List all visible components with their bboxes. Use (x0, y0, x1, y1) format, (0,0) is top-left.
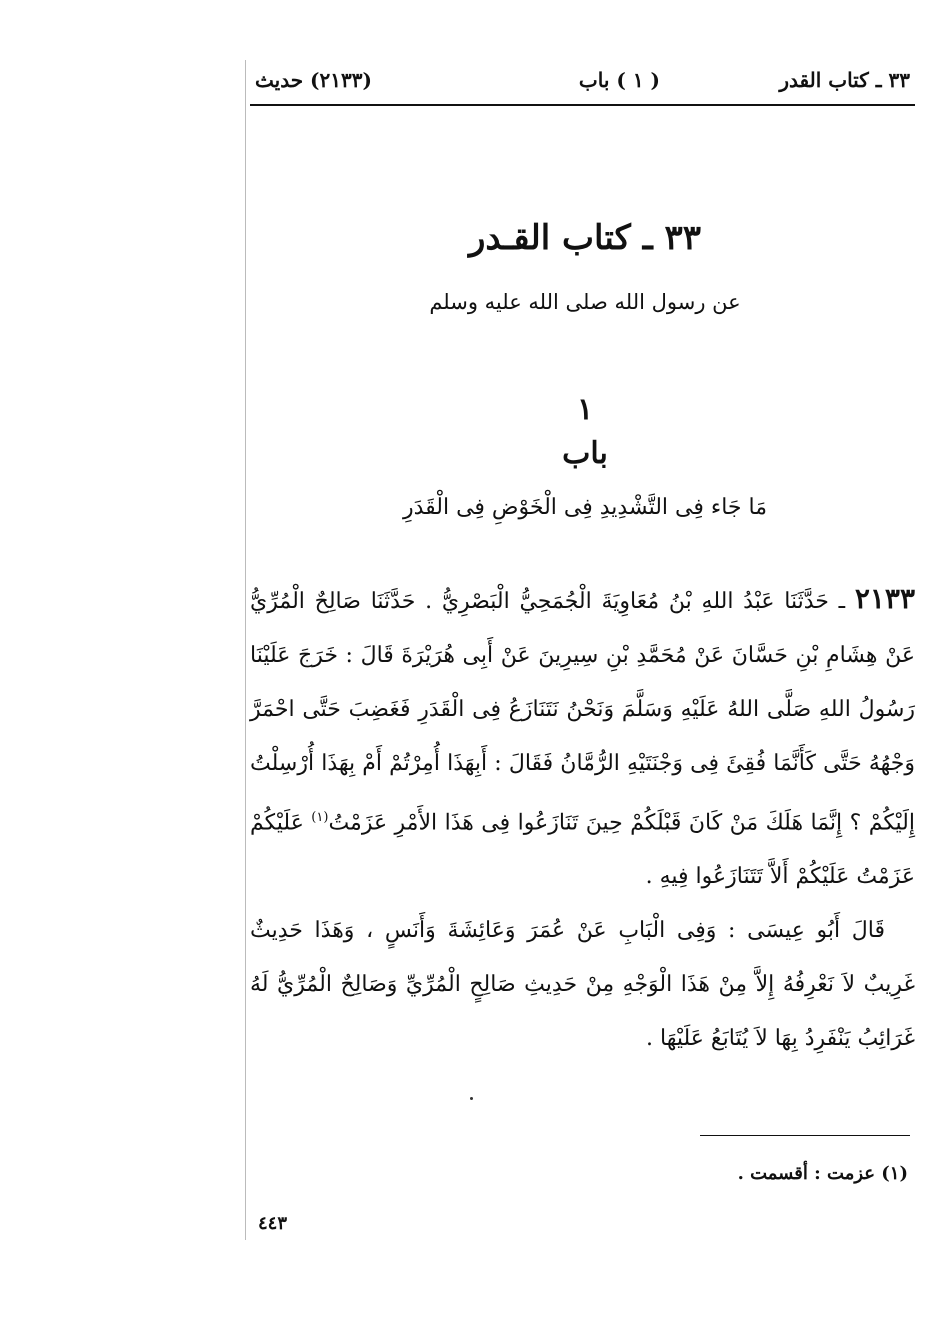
chapter-title: مَا جَاء فِى التَّشْدِيدِ فِى الْخَوْضِ فِى الْقَدَرِ (402, 495, 768, 520)
running-header (255, 62, 910, 102)
book-title: ٣٣ ـ كتاب القـدر (468, 218, 702, 258)
page-number: ٤٤٣ (258, 1213, 288, 1234)
hadith-text: ـ حَدَّثَنَا عَبْدُ اللهِ بْنُ مُعَاوِيَةَ الْجُمَحِيُّ الْبَصْرِيُّ . حَدَّثَنَا صَالِحٌ الْمُرِّيُّ عَنْ هِشَامِ بْنِ حَسَّانَ عَنْ مُحَمَّدِ بْنِ سِيرِينَ عَنْ أَبِى هُرَيْرَةَ قَالَ : خَرَجَ عَلَيْنَا رَسُولُ اللهِ صَلَّى اللهُ عَلَيْهِ وَسَلَّمَ وَنَحْنُ نَتَنَازَعُ فِى الْقَدَرِ فَغَضِبَ حَتَّى احْمَرَّ وَجْهُهُ حَتَّى كَأَنَّمَا فُقِئَ فِى وَجْنَتَيْهِ الرُّمَّانُ فَقَالَ : أَبِهَذَا أُمِرْتُمْ أَمْ بِهَذَا أُرْسِلْتُ إِلَيْكُمْ ؟ إِنَّمَا هَلَكَ مَنْ كَانَ قَبْلَكُمْ حِينَ تَنَازَعُوا فِى هَذَا الأَمْرِ عَزَمْتُ (250, 589, 915, 836)
chapter-label: باب (562, 436, 608, 471)
book-subtitle: عن رسول الله صلى الله عليه وسلم (429, 290, 741, 314)
print-speck (470, 1097, 473, 1100)
footnote-mark[interactable]: (١) (311, 810, 329, 825)
header-rule (250, 104, 915, 106)
footnote: (١) عزمت : أقسمت . (737, 1163, 908, 1184)
footnote-rule (700, 1135, 910, 1136)
commentary-paragraph: قَالَ أَبُو عِيسَى : وَفِى الْبَابِ عَنْ عُمَرَ وَعَائِشَةَ وَأَنَسٍ ، وَهَذَا حَدِيثٌ غَرِيبٌ لاَ نَعْرِفُهُ إِلاَّ مِنْ هَذَا الْوَجْهِ مِنْ حَدِيثِ صَالِحٍ الْمُرِّيِّ وَصَالِحٌ الْمُرِّيُّ لَهُ غَرَائِبُ يَنْفَرِدُ بِهَا لاَ يُتَابَعُ عَلَيْهَا . (250, 918, 915, 1052)
header-book-title: ٣٣ ـ كتاب القدر (779, 68, 910, 92)
hadith-paragraph (250, 572, 915, 904)
margin-rule (245, 60, 246, 1240)
hadith-text-end: عَلَيْكُمْ عَزَمْتُ عَلَيْكُمْ أَلاَّ تَتَنَازَعُوا فِيهِ . (250, 810, 915, 890)
header-chapter: ( ١ ) باب (578, 68, 660, 92)
chapter-number: ١ (576, 392, 594, 427)
hadith-number: ٢١٣٣ (854, 582, 915, 615)
main-text (250, 572, 915, 1066)
header-hadith-number: (٢١٣٣) حديث (255, 68, 372, 92)
